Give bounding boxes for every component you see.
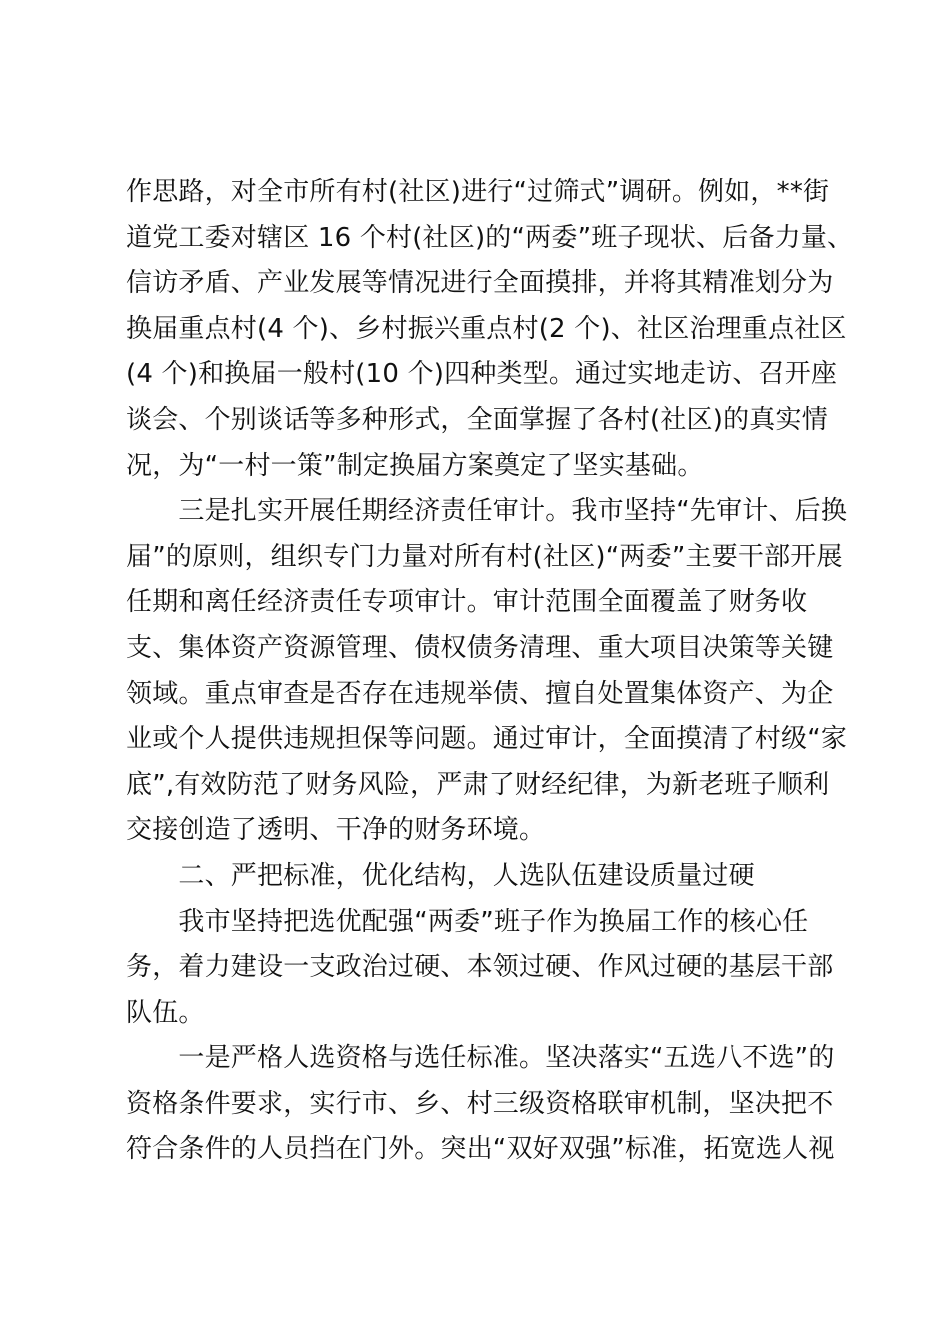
text-line: 任期和离任经济责任专项审计。审计范围全面覆盖了财务收 bbox=[126, 587, 808, 618]
text-line: 底”,有效防范了财务风险，严肃了财经纪律，为新老班子顺利 bbox=[126, 769, 830, 800]
text-line: 三是扎实开展任期经济责任审计。我市坚持“先审计、后换 bbox=[126, 496, 848, 527]
text-line: 务，着力建设一支政治过硬、本领过硬、作风过硬的基层干部 bbox=[126, 952, 834, 983]
section-heading: 二、严把标准，优化结构，人选队伍建设质量过硬 bbox=[126, 860, 755, 891]
text-line: 况，为“一村一策”制定换届方案奠定了坚实基础。 bbox=[126, 450, 704, 481]
text-line: 支、集体资产资源管理、债权债务清理、重大项目决策等关键 bbox=[126, 632, 834, 663]
text-line: 队伍。 bbox=[126, 997, 205, 1028]
text-line: 信访矛盾、产业发展等情况进行全面摸排，并将其精准划分为 bbox=[126, 268, 834, 299]
text-line: 道党工委对辖区 16 个村(社区)的“两委”班子现状、后备力量、 bbox=[126, 222, 854, 253]
text-line: 业或个人提供违规担保等问题。通过审计，全面摸清了村级“家 bbox=[126, 724, 848, 755]
text-line: 领域。重点审查是否存在违规举债、擅自处置集体资产、为企 bbox=[126, 678, 834, 709]
text-line: 我市坚持把选优配强“两委”班子作为换届工作的核心任 bbox=[126, 906, 809, 937]
text-line: 换届重点村(4 个)、乡村振兴重点村(2 个)、社区治理重点社区 bbox=[126, 313, 847, 344]
text-line: 谈会、个别谈话等多种形式，全面掌握了各村(社区)的真实情 bbox=[126, 404, 828, 435]
text-line: 符合条件的人员挡在门外。突出“双好双强”标准，拓宽选人视 bbox=[126, 1134, 835, 1165]
text-line: 一是严格人选资格与选任标准。坚决落实“五选八不选”的 bbox=[126, 1043, 835, 1074]
text-line: 交接创造了透明、干净的财务环境。 bbox=[126, 815, 546, 846]
text-line: 作思路，对全市所有村(社区)进行“过筛式”调研。例如，**街 bbox=[126, 177, 830, 207]
text-line: 资格条件要求，实行市、乡、村三级资格联审机制，坚决把不 bbox=[126, 1088, 834, 1119]
document-body bbox=[126, 170, 854, 1173]
text-line: 届”的原则，组织专门力量对所有村(社区)“两委”主要干部开展 bbox=[126, 541, 843, 572]
text-line: (4 个)和换届一般村(10 个)四种类型。通过实地走访、召开座 bbox=[126, 359, 838, 390]
